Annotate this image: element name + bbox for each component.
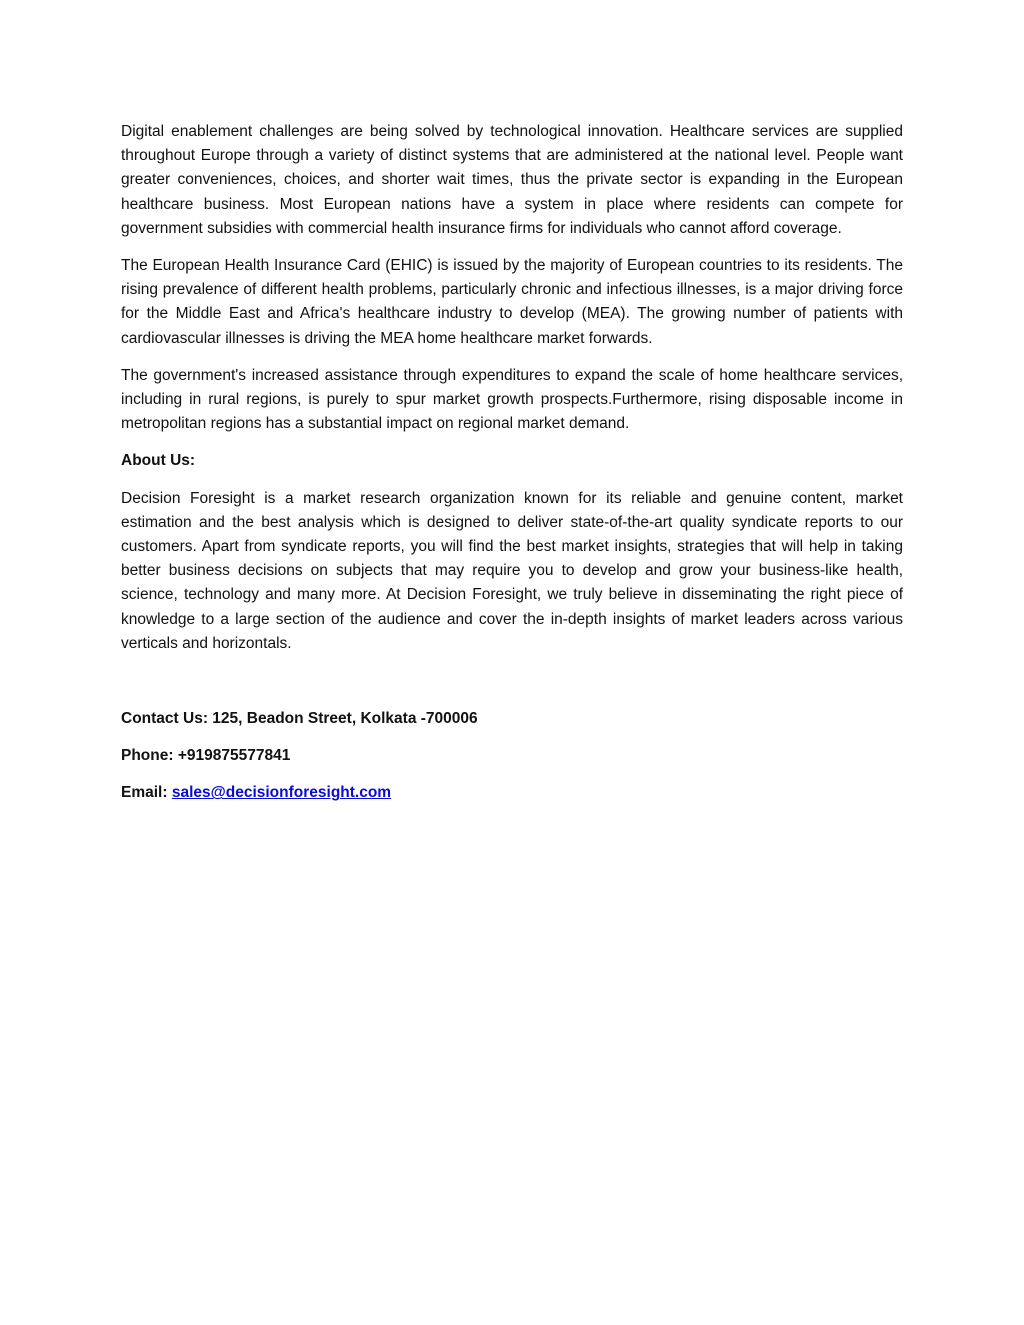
paragraph-government-assistance: The government's increased assistance through expenditures to expand the scale of home healthcare services, including in rural regions, is purely to spur market growth prospects.Furthermore, rising disposable income in metropolitan regions has a substantial impact on regional market demand. [121,366,903,433]
document-page [121,120,903,819]
about-us-heading: About Us: [121,452,196,470]
paragraph-digital-enablement: Digital enablement challenges are being solved by technological innovation. Healthcare services are supplied throughout Europe through a variety of distinct systems that are administered at the national level. People want greater conveniences, choices, and shorter wait times, thus the private sector is expanding in the European healthcare business. Most European nations have a system in place where residents can compete for government subsidies with commercial health insurance firms for individuals who cannot afford coverage. [121,123,903,237]
email-link[interactable]: sales@decisionforesight.com [171,784,392,802]
contact-phone: Phone: +919875577841 [121,747,291,765]
email-label: Email: [121,784,172,802]
contact-address: Contact Us: 125, Beadon Street, Kolkata -700006 [121,710,478,728]
about-us-text: Decision Foresight is a market research organization known for its reliable and genuine content, market estimation and the best analysis which is designed to deliver state-of-the-art quality syndicate reports to our customers. Apart from syndicate reports, you will find the best market insights, strategies that will help in taking better business decisions on subjects that may require you to develop and grow your business-like health, science, technology and many more. At Decision Foresight, we truly believe in disseminating the right piece of knowledge to a large section of the audience and cover the in-depth insights of market leaders across various verticals and horizontals. [121,489,903,652]
contact-email-line [121,781,903,805]
paragraph-ehic: The European Health Insurance Card (EHIC) is issued by the majority of European countries to its residents. The rising prevalence of different health problems, particularly chronic and infectious illnesses, is a major driving force for the Middle East and Africa's healthcare industry to develop (MEA). The growing number of patients with cardiovascular illnesses is driving the MEA home healthcare market forwards. [121,257,903,347]
contact-block [121,707,903,806]
